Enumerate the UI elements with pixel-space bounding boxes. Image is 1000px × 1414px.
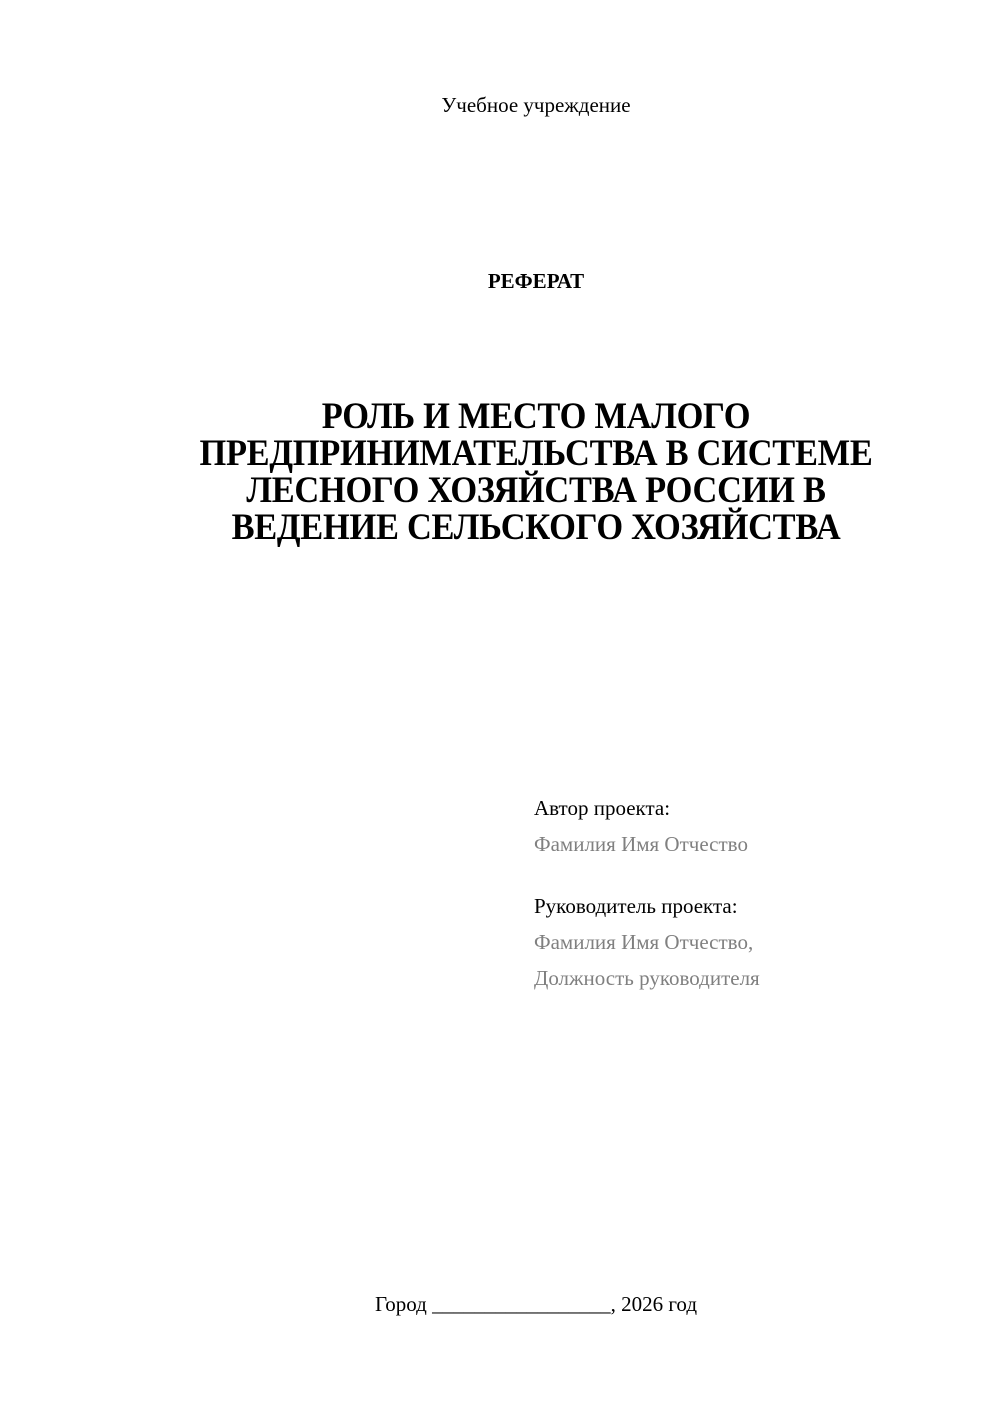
author-block (534, 790, 760, 862)
title-line: ВЕДЕНИЕ СЕЛЬСКОГО ХОЗЯЙСТВА (231, 507, 841, 548)
title-line: ЛЕСНОГО ХОЗЯЙСТВА РОССИИ В (246, 470, 826, 511)
city-label: Город (374, 1292, 427, 1316)
author-label: Автор проекта: (534, 796, 671, 820)
supervisor-label: Руководитель проекта: (534, 894, 738, 918)
city-year-line (0, 1290, 1000, 1318)
document-title (131, 398, 942, 546)
supervisor-position: Должность руководителя (534, 966, 760, 990)
title-line: ПРЕДПРИНИМАТЕЛЬСТВА В СИСТЕМЕ (199, 433, 873, 474)
supervisor-name: Фамилия Имя Отчество, (534, 930, 754, 954)
city-blank: _________________ (432, 1292, 611, 1316)
author-name: Фамилия Имя Отчество (534, 832, 748, 856)
credits-block (534, 790, 760, 996)
year-text: , 2026 год (610, 1292, 698, 1316)
institution-name: Учебное учреждение (441, 93, 631, 117)
title-line: РОЛЬ И МЕСТО МАЛОГО (321, 396, 751, 437)
supervisor-block (534, 888, 760, 996)
document-type: РЕФЕРАТ (487, 269, 585, 293)
